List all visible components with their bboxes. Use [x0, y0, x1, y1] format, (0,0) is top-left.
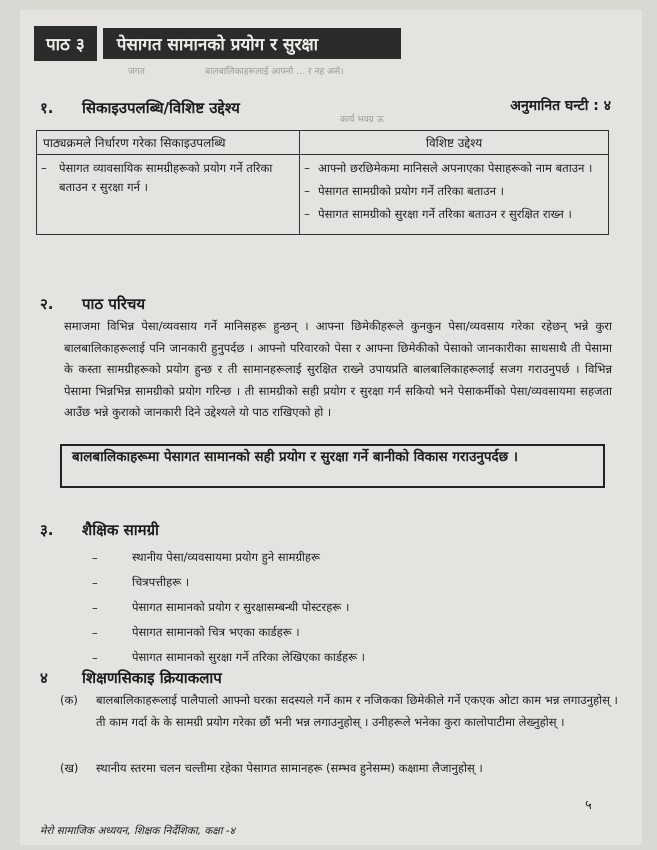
activity-item: [60, 690, 620, 733]
table-cell-outcomes: [37, 155, 300, 235]
objective-item: – आफ्नो छरछिमेकमा मानिसले अपनाएका पेसाहरूको नाम बताउन ।: [304, 161, 593, 175]
lesson-title: पेसागत सामानको प्रयोग र सुरक्षा: [103, 28, 401, 59]
section2-title: पाठ परिचय: [82, 295, 146, 313]
section1-number: १.: [40, 99, 54, 117]
objective-item: – पेसागत सामग्रीको प्रयोग गर्ने तरिका बताउन ।: [304, 184, 504, 198]
estimated-hours: अनुमानित घन्टी : ४: [510, 98, 611, 114]
activity-text: बालबालिकाहरूलाई पालैपालो आफ्नो घरका सदस्यले गर्ने काम र नजिकका छिमेकीले गर्ने एकएक ओटा काम भन्न लगाउनुहोस् । ती काम गर्दा के के सामग्री प्रयोग गरेका छौं भनी भन्न लगाउनुहोस् । उनीहरूले भनेका कुरा कालोपाटीमा लेख्नुहोस् ।: [96, 693, 618, 729]
list-item: – स्थानीय पेसा/व्यवसायमा प्रयोग हुने सामग्रीहरू: [92, 550, 320, 565]
list-item: – पेसागत सामानको चित्र भएका कार्डहरू ।: [92, 625, 300, 640]
lesson-introduction: समाजमा विभिन्न पेसा/व्यवसाय गर्ने मानिसहरू हुन्छन् । आफ्ना छिमेकीहरूले कुनकुन पेसा/व्यवसाय गरेका रहेछन् भन्ने कुरा बालबालिकाहरूलाई पनि जानकारी हुनुपर्दछ । आफ्नो परिवारको पेसा र आफ्ना छिमेकीको पेसाको जानकारीका साथसाथै ती पेसामा के कस्ता सामग्रीहरूको प्रयोग हुन्छ र ती सामानहरूलाई सुरक्षित राख्ने उपायप्रति बालबालिकाहरूलाई सजग गराउनुपर्छ । विभिन्न पेसामा भिन्नभिन्न सामग्रीको प्रयोग गरिन्छ । ती सामग्रीको सही प्रयोग र सुरक्षा गर्न सकियो भने पेसाकर्मीको पेसा/व्यवसायमा सहजता आउँछ भन्ने कुराको जानकारी दिने उद्देश्यले यो पाठ राखिएको हो ।: [64, 319, 612, 419]
page-number: ५: [585, 798, 592, 813]
faint-text-3: कार्य भवग्र ऊ: [340, 115, 384, 125]
section1-heading: [40, 98, 240, 118]
list-item: – पेसागत सामानको प्रयोग र सुरक्षासम्बन्धी पोस्टरहरू ।: [92, 600, 350, 615]
section1-title: सिकाइउपलब्धि/विशिष्ट उद्देश्य: [82, 99, 240, 117]
list-item: – चित्रपत्तीहरू ।: [92, 575, 190, 590]
table-cell-objectives: [300, 155, 609, 235]
faint-text-2: बालबालिकाहरूलाई आफ्नो … र नह असे।: [205, 67, 344, 77]
activity-text: स्थानीय स्तरमा चलन चल्तीमा रहेका पेसागत सामानहरू (सम्भव हुनेसम्म) कक्षामा लैजानुहोस् ।: [96, 761, 483, 775]
activity-label: (क): [60, 693, 78, 707]
materials-list: [92, 545, 365, 670]
table-header-objectives: विशिष्ट उद्देश्य: [300, 131, 609, 155]
section2-heading: [40, 294, 145, 314]
section4-title: शिक्षणसिकाइ क्रियाकलाप: [82, 669, 222, 687]
page-footer: मेरो सामाजिक अध्ययन, शिक्षक निर्देशिका, कक्षा -४: [40, 825, 236, 837]
section2-number: २.: [40, 295, 54, 313]
section3-number: ३.: [40, 521, 54, 539]
section4-heading: [40, 668, 222, 688]
activity-label: (ख): [60, 761, 79, 775]
lesson-header: [34, 26, 401, 60]
table-header-outcomes: पाठ्यक्रमले निर्धारण गरेका सिकाइउपलब्धि: [37, 131, 300, 155]
section4-number: ४: [40, 669, 48, 687]
key-message-box: बालबालिकाहरूमा पेसागत सामानको सही प्रयोग र सुरक्षा गर्ने बानीको विकास गराउनुपर्दछ ।: [60, 444, 605, 488]
lesson-tag: पाठ ३: [34, 26, 97, 61]
faint-text-1: जगत: [128, 67, 145, 77]
outcome-text: पेसागत व्यावसायिक सामग्रीहरूको प्रयोग गर्ने तरिका बताउन र सुरक्षा गर्न ।: [59, 161, 273, 194]
objective-item: – पेसागत सामग्रीको सुरक्षा गर्ने तरिका बताउन र सुरक्षित राख्न ।: [304, 207, 572, 221]
list-item: – पेसागत सामानको सुरक्षा गर्ने तरिका लेखिएका कार्डहरू ।: [92, 650, 366, 665]
section3-title: शैक्षिक सामग्री: [82, 521, 159, 539]
activity-item: [60, 758, 620, 780]
section3-heading: [40, 520, 159, 540]
dash-marker: –: [41, 161, 47, 175]
objectives-table: [36, 130, 609, 235]
